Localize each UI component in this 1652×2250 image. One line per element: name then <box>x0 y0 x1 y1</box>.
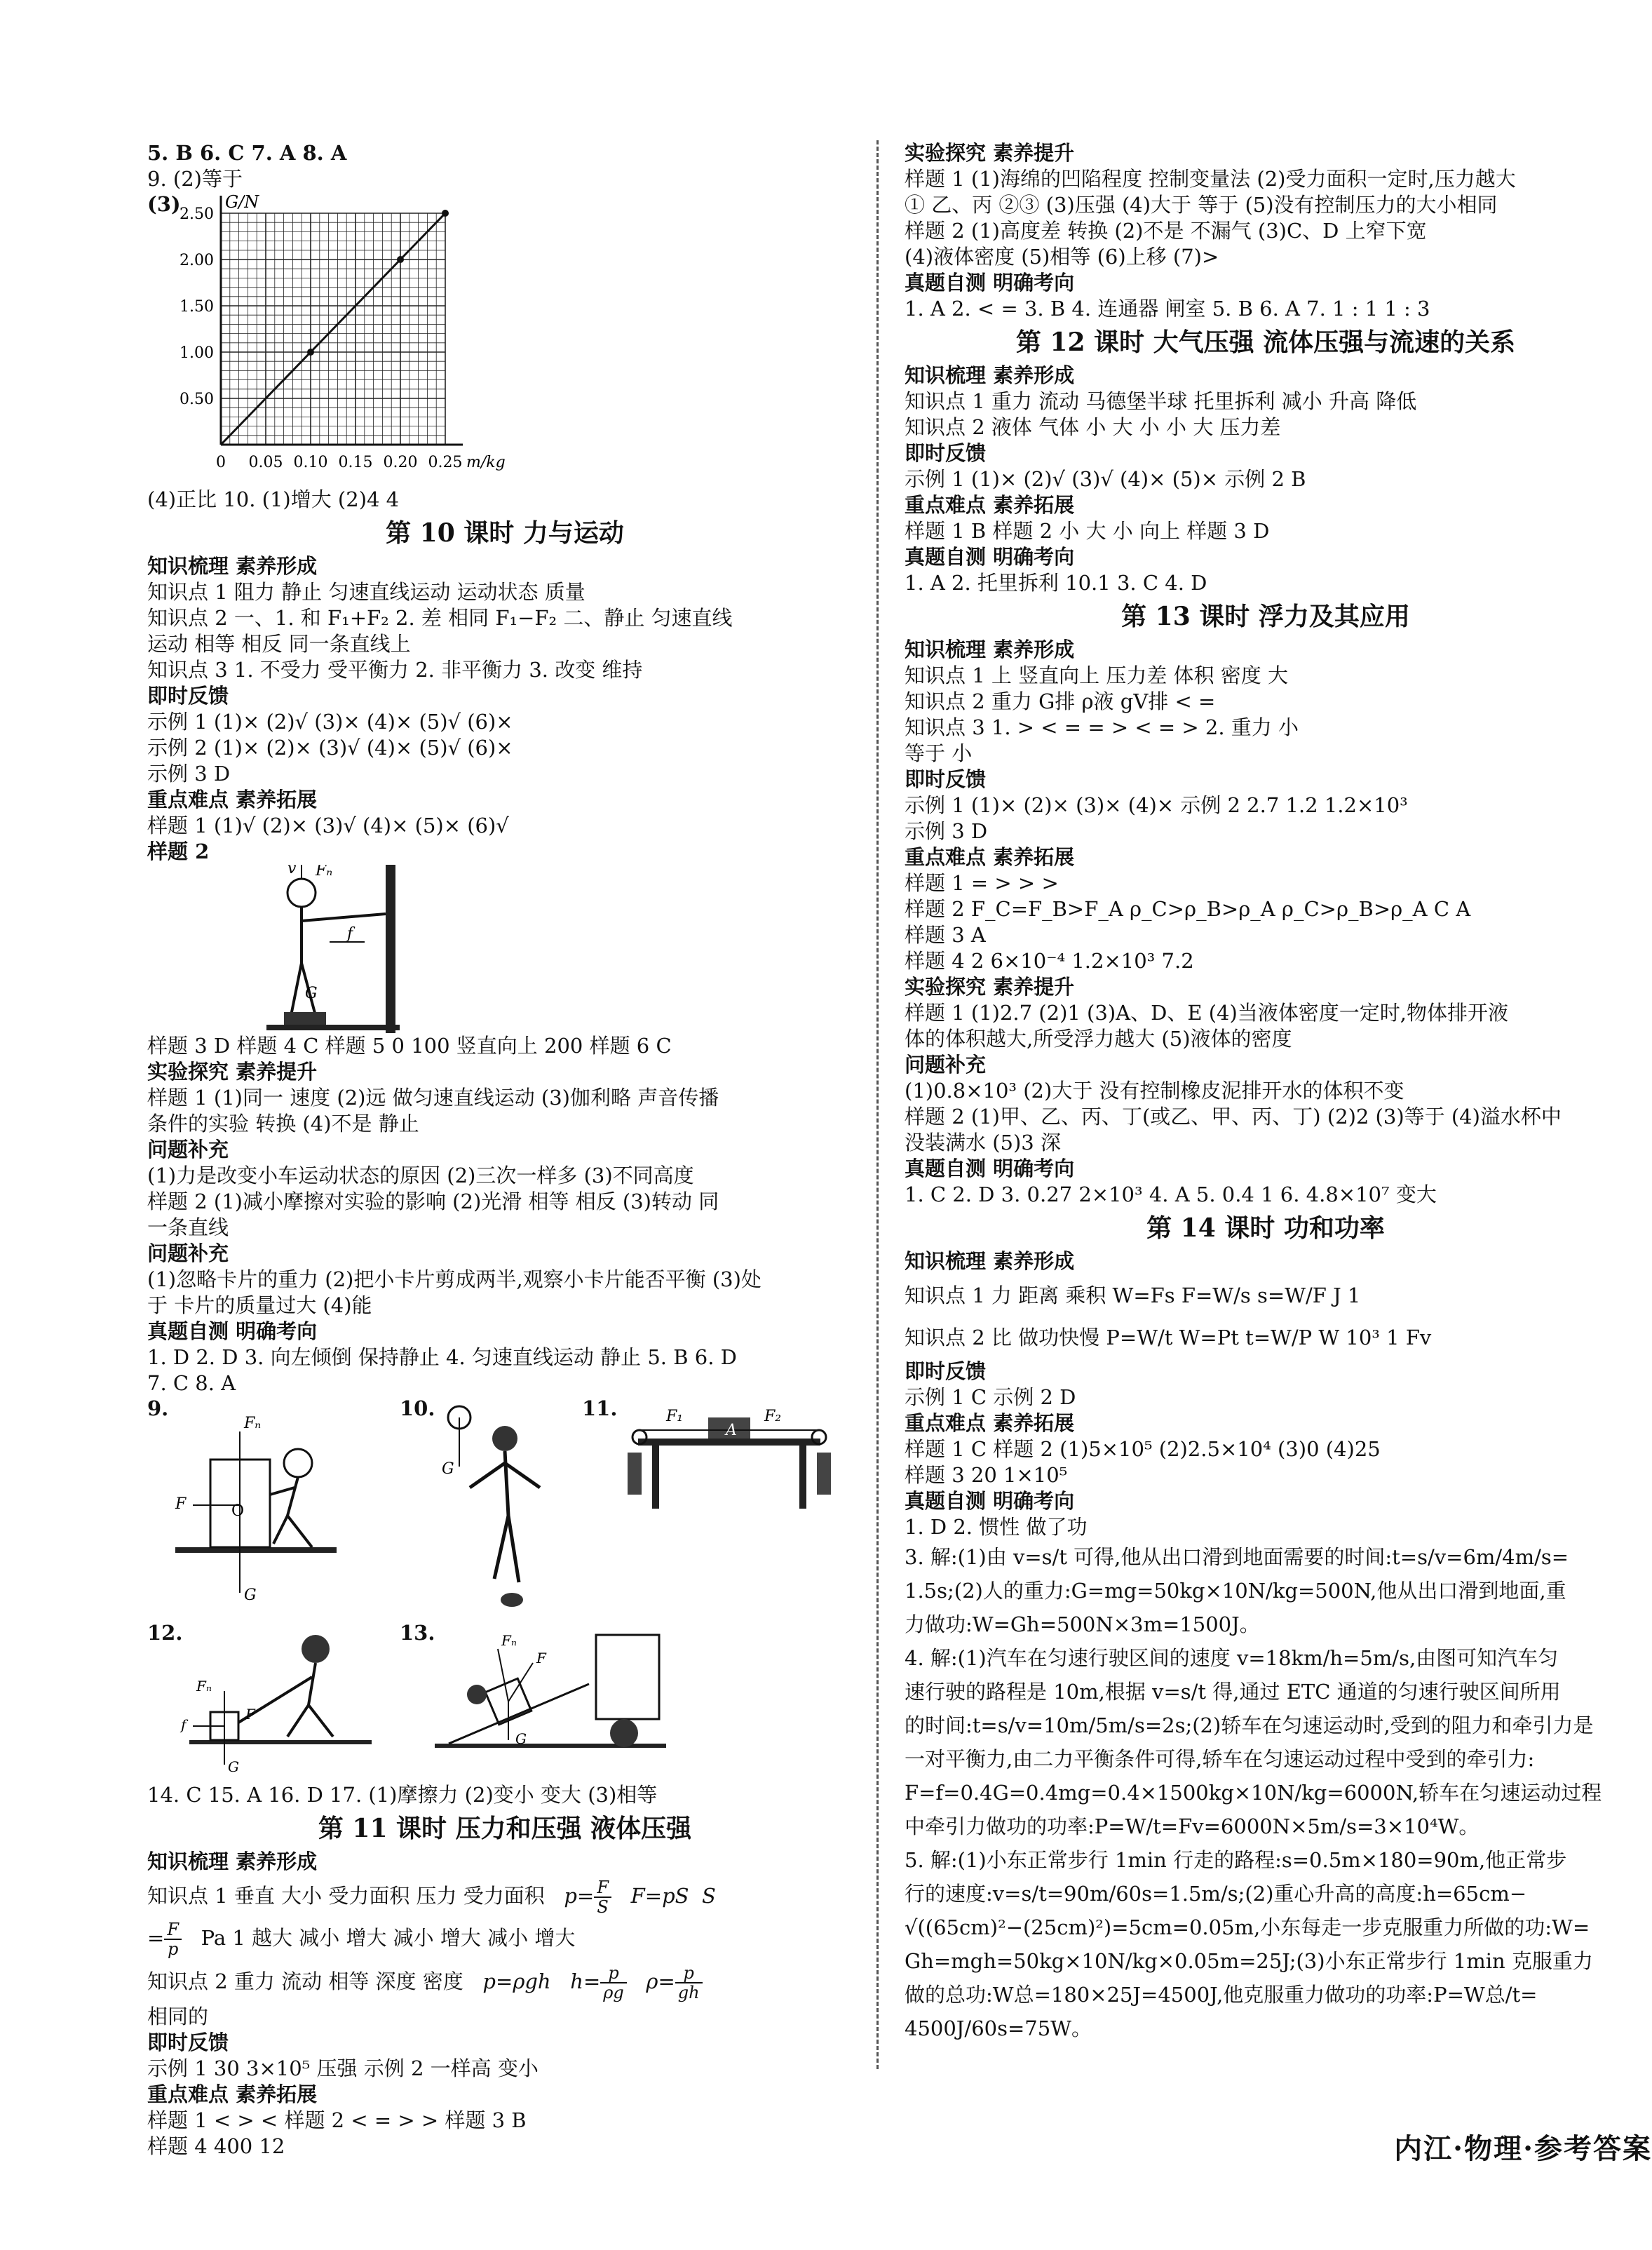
answer-line: 样题 2 <box>147 840 210 863</box>
lesson-14-title: 第 14 课时 功和功率 <box>1146 1213 1385 1243</box>
section-heading: 实验探究 素养提升 <box>905 141 1075 165</box>
svg-text:F: F <box>245 1706 255 1723</box>
lesson-13-title: 第 13 课时 浮力及其应用 <box>1121 602 1410 631</box>
figure-9-box-push <box>161 1403 351 1614</box>
answer-line: 7. C 8. A <box>147 1371 236 1395</box>
answer-line: 体的体积越大,所受浮力越大 (5)液体的密度 <box>905 1027 1292 1051</box>
answer-line: √((65cm)²−(25cm)²)=5cm=0.05m,小东每走一步克服重力所做的功:W= <box>905 1915 1590 1939</box>
x-axis-label: m/kg <box>466 454 506 471</box>
figure-label: 10. <box>400 1396 435 1420</box>
data-point <box>397 256 404 263</box>
answer-line: 样题 2 (1)高度差 转换 (2)不是 不漏气 (3)C、D 上窄下宽 <box>905 219 1427 243</box>
left-column <box>147 140 862 2160</box>
wall-push-figure <box>224 865 435 1033</box>
section-heading: 重点难点 素养拓展 <box>147 788 318 811</box>
figure-label: 11. <box>582 1396 618 1420</box>
figure-11-pulley-table <box>624 1396 834 1537</box>
answer-line: 1.5s;(2)人的重力:G=mg=50kg×10N/kg=500N,他从出口滑到地面,重 <box>905 1579 1566 1603</box>
answer-line: 力做功:W=Gh=500N×3m=1500J。 <box>905 1612 1260 1636</box>
answer-line: 1. A 2. < = 3. B 4. 连通器 闸室 5. B 6. A 7. 1 : 1 1 : 3 <box>905 297 1430 321</box>
answer-line: 知识点 3 1. 不受力 受平衡力 2. 非平衡力 3. 改变 维持 <box>147 658 643 682</box>
g-m-chart <box>147 192 540 487</box>
svg-text:G: G <box>442 1460 454 1478</box>
answer-line: (1)力是改变小车运动状态的原因 (2)三次一样多 (3)不同高度 <box>147 1164 694 1187</box>
answer-text: 知识点 2 重力 流动 相等 深度 密度 <box>147 1969 463 1993</box>
answer-line: 样题 3 D 样题 4 C 样题 5 0 100 竖直向上 200 样题 6 C <box>147 1034 672 1058</box>
answer-line: 知识点 2 重力 流动 相等 深度 密度 p=ρgh h= $\frac{p}{\rho g}$ ρ= $\frac{p}{gh}$ <box>147 1959 862 2004</box>
g-m-graph <box>147 192 862 487</box>
svg-text:Fₙ: Fₙ <box>316 865 333 880</box>
section-heading: 即时反馈 <box>147 684 229 708</box>
answer-line: F=f=0.4G=0.4mg=0.4×1500kg×10N/kg=6000N,轿车在匀速运动过程 <box>905 1781 1602 1805</box>
section-heading: 知识梳理 素养形成 <box>147 554 318 578</box>
section-heading: 重点难点 素养拓展 <box>147 2082 318 2106</box>
figure-13-ramp-cart <box>428 1621 680 1775</box>
answer-line: 1. D 2. 惯性 做了功 <box>905 1515 1088 1539</box>
answer-line: 的时间:t=s/v=10m/5m/s=2s;(2)轿车在匀速运动时,受到的阻力和牵引力是 <box>905 1713 1594 1737</box>
answer-line: 于 卡片的质量过大 (4)能 <box>147 1293 372 1317</box>
answer-line: 5. B 6. C 7. A 8. A <box>147 141 347 165</box>
answer-line: (4)液体密度 (5)相等 (6)上移 (7)> <box>905 245 1219 269</box>
answer-line: 样题 1 < > < 样题 2 < = > > 样题 3 B <box>147 2108 527 2132</box>
answer-line: Gh=mgh=50kg×10N/kg×0.05m=25J;(3)小东正常步行 1min 克服重力 <box>905 1949 1593 1973</box>
x-tick-label: 0 <box>216 454 226 471</box>
answer-line: 样题 3 20 1×10⁵ <box>905 1463 1068 1487</box>
section-heading: 实验探究 素养提升 <box>905 975 1075 999</box>
graph-label: (3) <box>147 192 181 216</box>
answer-line: 知识点 1 上 竖直向上 压力差 体积 密度 大 <box>905 663 1288 687</box>
svg-text:F₁: F₁ <box>666 1408 684 1425</box>
answer-line: 没装满水 (5)3 深 <box>905 1131 1061 1154</box>
answer-line: 示例 1 (1)× (2)× (3)× (4)× 示例 2 2.7 1.2 1.2×10³ <box>905 793 1408 817</box>
section-heading: 即时反馈 <box>905 441 987 465</box>
section-heading: 知识梳理 素养形成 <box>147 1850 318 1873</box>
answer-line: 样题 3 A <box>905 923 986 947</box>
answer-line: 样题 1 (1)海绵的凹陷程度 控制变量法 (2)受力面积一定时,压力越大 <box>905 167 1516 191</box>
answer-line: 5. 解:(1)小东正常步行 1min 行走的路程:s=0.5m×180=90m,他正常步 <box>905 1848 1567 1872</box>
answer-line: 示例 2 (1)× (2)× (3)√ (4)× (5)√ (6)× <box>147 736 513 760</box>
svg-text:G: G <box>515 1730 527 1747</box>
svg-text:f: f <box>181 1716 187 1733</box>
data-point <box>307 349 314 356</box>
figures-12-13 <box>147 1621 862 1782</box>
answer-line: 中牵引力做功的功率:P=W/t=Fv=6000N×5m/s=3×10⁴W。 <box>905 1814 1480 1838</box>
height-formula: $\frac{p}{\rho g}$ <box>600 1964 626 2002</box>
answer-line: 样题 4 2 6×10⁻⁴ 1.2×10³ 7.2 <box>905 949 1194 973</box>
x-tick-label: 0.25 <box>428 454 463 471</box>
answer-line: 示例 1 30 3×10⁵ 压强 示例 2 一样高 变小 <box>147 2056 539 2080</box>
answer-line: 1. D 2. D 3. 向左倾倒 保持静止 4. 匀速直线运动 静止 5. B 6. D <box>147 1345 737 1369</box>
answer-line: 知识点 1 力 距离 乘积 W=Fs F=W/s s=W/F J 1 <box>905 1284 1361 1307</box>
section-heading: 即时反馈 <box>147 2030 229 2054</box>
answer-line: 知识点 1 重力 流动 马德堡半球 托里拆利 减小 升高 降低 <box>905 389 1417 413</box>
y-tick-label: 2.00 <box>180 252 214 269</box>
lesson-11-title: 第 11 课时 压力和压强 液体压强 <box>318 1814 692 1843</box>
section-heading: 即时反馈 <box>905 1359 987 1383</box>
section-heading: 真题自测 明确考向 <box>905 545 1075 569</box>
lesson-10-title: 第 10 课时 力与运动 <box>386 518 624 548</box>
density-formula: $\frac{p}{gh}$ <box>675 1964 703 2002</box>
series-line <box>221 213 445 445</box>
y-tick-label: 1.50 <box>180 298 214 316</box>
y-tick-label: 1.00 <box>180 344 214 362</box>
x-tick-label: 0.10 <box>293 454 328 471</box>
answer-line: (1)0.8×10³ (2)大于 没有控制橡皮泥排开水的体积不变 <box>905 1079 1404 1103</box>
section-heading: 重点难点 素养拓展 <box>905 1411 1075 1435</box>
x-tick-label: 0.15 <box>338 454 373 471</box>
answer-line: 样题 1 (1)√ (2)× (3)√ (4)× (5)× (6)√ <box>147 814 509 837</box>
answer-text: 知识点 1 垂直 大小 受力面积 压力 受力面积 <box>147 1884 545 1908</box>
svg-text:F₂: F₂ <box>764 1408 782 1425</box>
svg-text:f: f <box>347 925 353 943</box>
figure-10-ball-kick <box>428 1396 568 1614</box>
answer-line: 样题 1 = > > > <box>905 871 1059 895</box>
section-heading: 真题自测 明确考向 <box>905 1157 1075 1180</box>
page-footer: 内江·物理·参考答案 <box>1394 2132 1652 2165</box>
section-heading: 真题自测 明确考向 <box>147 1319 318 1343</box>
answer-line: 示例 1 C 示例 2 D <box>905 1385 1076 1409</box>
answer-line: 知识点 1 垂直 大小 受力面积 压力 受力面积 p= $\frac{F}{S}$ F=pS S <box>147 1878 716 1917</box>
answer-line: 知识点 2 一、1. 和 F₁+F₂ 2. 差 相同 F₁−F₂ 二、静止 匀速直线 <box>147 606 733 630</box>
svg-text:G: G <box>244 1587 257 1604</box>
answer-line: 知识点 2 液体 气体 小 大 小 小 大 压力差 <box>905 415 1281 439</box>
y-axis-label: G/N <box>225 192 259 212</box>
answer-line: 示例 1 (1)× (2)√ (3)× (4)× (5)√ (6)× <box>147 710 513 734</box>
answer-line: 样题 1 C 样题 2 (1)5×10⁵ (2)2.5×10⁴ (3)0 (4)25 <box>905 1437 1381 1461</box>
answer-line: 等于 小 <box>905 741 973 765</box>
answer-line: 知识点 2 重力 G排 ρ液 gV排 < = <box>905 689 1216 713</box>
answer-line: 行的速度:v=s/t=90m/60s=1.5m/s;(2)重心升高的高度:h=65cm− <box>905 1882 1527 1906</box>
svg-text:F: F <box>536 1650 546 1666</box>
answer-line: 知识点 2 比 做功快慢 P=W/t W=Pt t=W/P W 10³ 1 Fv <box>905 1326 1432 1349</box>
svg-text:Fₙ: Fₙ <box>501 1632 517 1649</box>
section-heading: 知识梳理 素养形成 <box>905 363 1075 387</box>
answer-line: 示例 3 D <box>905 819 988 843</box>
answer-line: 样题 2 (1)甲、乙、丙、丁(或乙、甲、丙、丁) (2)2 (3)等于 (4)溢水杯中 <box>905 1105 1562 1129</box>
answer-line: 样题 1 (1)同一 速度 (2)远 做匀速直线运动 (3)伽利略 声音传播 <box>147 1086 719 1110</box>
answer-line: 示例 3 D <box>147 762 231 786</box>
answer-line: 9. (2)等于 <box>147 167 243 191</box>
y-tick-label: 0.50 <box>180 391 214 408</box>
answer-line: 14. C 15. A 16. D 17. (1)摩擦力 (2)变小 变大 (3)相等 <box>147 1783 658 1807</box>
answer-line: (4)正比 10. (1)增大 (2)4 4 <box>147 487 400 511</box>
answer-line: 一条直线 <box>147 1215 229 1239</box>
column-divider <box>876 140 879 2069</box>
answer-line: 样题 4 400 12 <box>147 2134 285 2158</box>
svg-text:A: A <box>726 1422 737 1439</box>
section-heading: 真题自测 明确考向 <box>905 271 1075 295</box>
y-tick-label: 2.50 <box>180 206 214 223</box>
answer-line: 相同的 <box>147 2005 209 2028</box>
svg-text:Fₙ: Fₙ <box>244 1415 262 1432</box>
pressure-formula: $\frac{F}{S}$ <box>594 1878 611 1916</box>
section-heading: 知识梳理 素养形成 <box>905 1249 1075 1273</box>
lesson-12-title: 第 12 课时 大气压强 流体压强与流速的关系 <box>1015 328 1516 357</box>
section-heading: 重点难点 素养拓展 <box>905 493 1075 517</box>
answer-line: 样题 2 (1)减小摩擦对实验的影响 (2)光滑 相等 相反 (3)转动 同 <box>147 1190 719 1213</box>
svg-text:G: G <box>228 1758 239 1775</box>
section-heading: 知识梳理 素养形成 <box>905 638 1075 661</box>
answer-line: 样题 1 B 样题 2 小 大 小 向上 样题 3 D <box>905 519 1270 543</box>
section-heading: 实验探究 素养提升 <box>147 1060 318 1084</box>
answer-line: 4500J/60s=75W。 <box>905 2016 1092 2040</box>
svg-text:F: F <box>175 1495 187 1513</box>
x-tick-label: 0.05 <box>248 454 283 471</box>
answer-text: Pa 1 越大 减小 增大 减小 增大 减小 增大 <box>201 1926 576 1950</box>
figure-label: 12. <box>147 1621 183 1645</box>
svg-text:Fₙ: Fₙ <box>196 1678 212 1695</box>
answer-line: 3. 解:(1)由 v=s/t 可得,他从出口滑到地面需要的时间:t=s/v=6m/4m/s= <box>905 1545 1569 1569</box>
answer-line: 1. C 2. D 3. 0.27 2×10³ 4. A 5. 0.4 1 6. 4.8×10⁷ 变大 <box>905 1183 1437 1206</box>
answer-line: 一对平衡力,由二力平衡条件可得,轿车在匀速运动过程中受到的牵引力: <box>905 1747 1535 1771</box>
answer-line: 做的总功:W总=180×25J=4500J,他克服重力做功的功率:P=W总/t= <box>905 1983 1538 2007</box>
answer-line: 知识点 3 1. > < = = > < = > 2. 重力 小 <box>905 715 1299 739</box>
force-figure-sample-2 <box>147 865 862 1033</box>
figure-label: 13. <box>400 1621 435 1645</box>
answer-line: 1. A 2. 托里拆利 10.1 3. C 4. D <box>905 571 1207 595</box>
answer-line: 4. 解:(1)汽车在匀速行驶区间的速度 v=18km/h=5m/s,由图可知汽车匀 <box>905 1646 1559 1670</box>
section-heading: 问题补充 <box>147 1138 229 1161</box>
answer-line: 样题 1 (1)2.7 (2)1 (3)A、D、E (4)当液体密度一定时,物体排开液 <box>905 1001 1509 1025</box>
x-tick-label: 0.20 <box>383 454 418 471</box>
answer-line: 样题 2 F_C=F_B>F_A ρ_C>ρ_B>ρ_A ρ_C>ρ_B>ρ_A C A <box>905 897 1471 921</box>
section-heading: 重点难点 素养拓展 <box>905 845 1075 869</box>
svg-text:O: O <box>231 1502 245 1520</box>
figure-label: 9. <box>147 1396 169 1420</box>
figure-12-pulling-box <box>175 1621 386 1775</box>
answer-line: ① 乙、丙 ②③ (3)压强 (4)大于 等于 (5)没有控制压力的大小相同 <box>905 193 1498 217</box>
section-heading: 真题自测 明确考向 <box>905 1489 1075 1513</box>
answer-line: 知识点 1 阻力 静止 匀速直线运动 运动状态 质量 <box>147 580 585 604</box>
answer-line: = $\frac{F}{p}$ Pa 1 越大 减小 增大 减小 增大 减小 增大 <box>147 1920 576 1959</box>
svg-text:G: G <box>305 985 318 1002</box>
answer-line: (1)忽略卡片的重力 (2)把小卡片剪成两半,观察小卡片能否平衡 (3)处 <box>147 1267 761 1291</box>
right-column <box>905 140 1627 2045</box>
data-point <box>442 210 449 217</box>
figures-9-11 <box>147 1396 862 1621</box>
section-heading: 即时反馈 <box>905 767 987 791</box>
answer-line: 运动 相等 相反 同一条直线上 <box>147 632 411 656</box>
area-formula: $\frac{F}{p}$ <box>164 1920 182 1958</box>
answer-line: 示例 1 (1)× (2)√ (3)√ (4)× (5)× 示例 2 B <box>905 467 1306 491</box>
svg-text:v: v <box>287 865 297 877</box>
answer-line: 速行驶的路程是 10m,根据 v=s/t 得,通过 ETC 通道的匀速行驶区间所用 <box>905 1680 1561 1704</box>
answer-line: 条件的实验 转换 (4)不是 静止 <box>147 1112 419 1136</box>
section-heading: 问题补充 <box>905 1053 987 1077</box>
section-heading: 问题补充 <box>147 1241 229 1265</box>
